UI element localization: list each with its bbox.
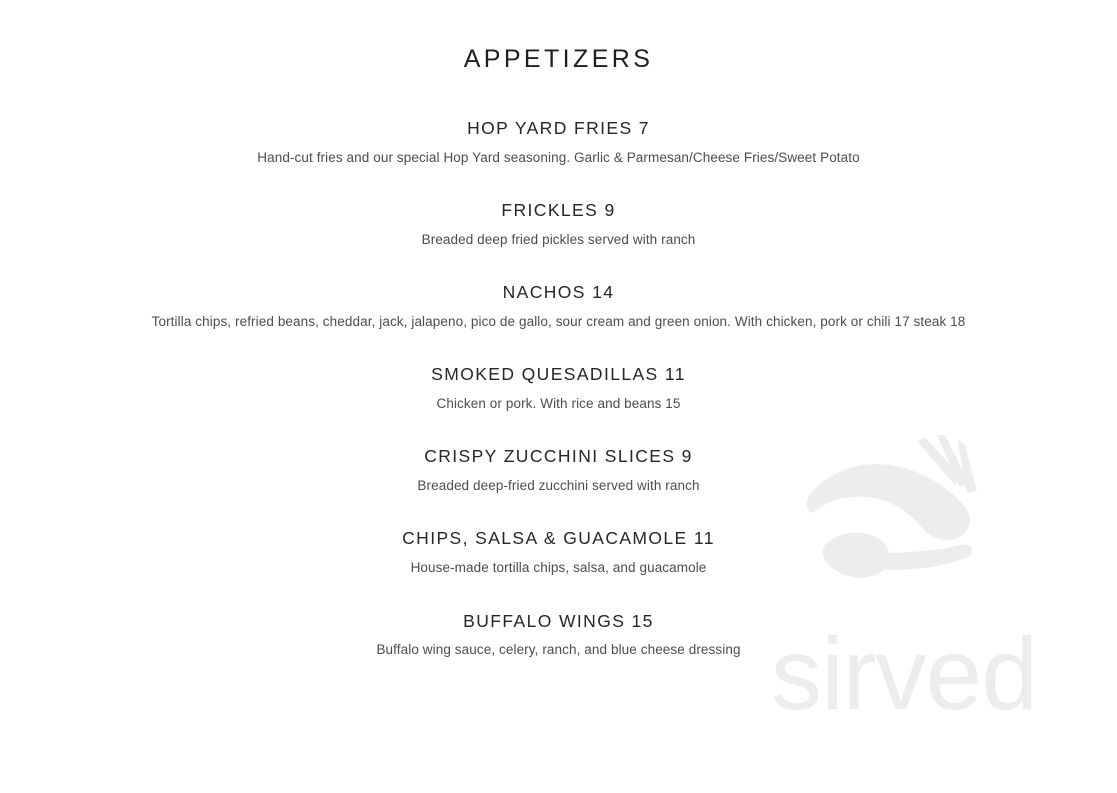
menu-item-name: CHIPS, SALSA & GUACAMOLE 11 bbox=[402, 528, 715, 549]
menu-item-description: Tortilla chips, refried beans, cheddar, jack, jalapeno, pico de gallo, sour cream and green onion. With chicken, pork or chili 17 steak 18 bbox=[151, 314, 966, 330]
menu-item-name: BUFFALO WINGS 15 bbox=[463, 610, 654, 631]
list-item bbox=[0, 446, 1117, 495]
list-item bbox=[0, 282, 1117, 331]
menu-item-list bbox=[0, 118, 1117, 660]
watermark-text: sirved bbox=[770, 617, 1038, 731]
menu-item-description: Breaded deep-fried zucchini served with ranch bbox=[417, 478, 700, 494]
list-item bbox=[0, 200, 1117, 249]
menu-item-description: Breaded deep fried pickles served with ranch bbox=[421, 231, 696, 247]
menu-item-name: FRICKLES 9 bbox=[501, 200, 616, 221]
list-item bbox=[0, 364, 1117, 413]
list-item bbox=[0, 611, 1117, 660]
menu-item-name: HOP YARD FRIES 7 bbox=[467, 118, 650, 138]
menu-item-name: NACHOS 14 bbox=[502, 282, 615, 303]
menu-item-description: Chicken or pork. With rice and beans 15 bbox=[436, 396, 681, 412]
page-title: APPETIZERS bbox=[463, 45, 654, 73]
menu-item-name: CRISPY ZUCCHINI SLICES 9 bbox=[424, 446, 693, 467]
list-item bbox=[0, 528, 1117, 577]
menu-item-description: Buffalo wing sauce, celery, ranch, and blue cheese dressing bbox=[376, 642, 741, 658]
menu-item-name: SMOKED QUESADILLAS 11 bbox=[431, 364, 686, 385]
menu-item-description: House-made tortilla chips, salsa, and guacamole bbox=[410, 560, 707, 576]
list-item bbox=[0, 118, 1117, 167]
menu-item-description: Hand-cut fries and our special Hop Yard seasoning. Garlic & Parmesan/Cheese Fries/Sweet Potato bbox=[257, 149, 860, 165]
